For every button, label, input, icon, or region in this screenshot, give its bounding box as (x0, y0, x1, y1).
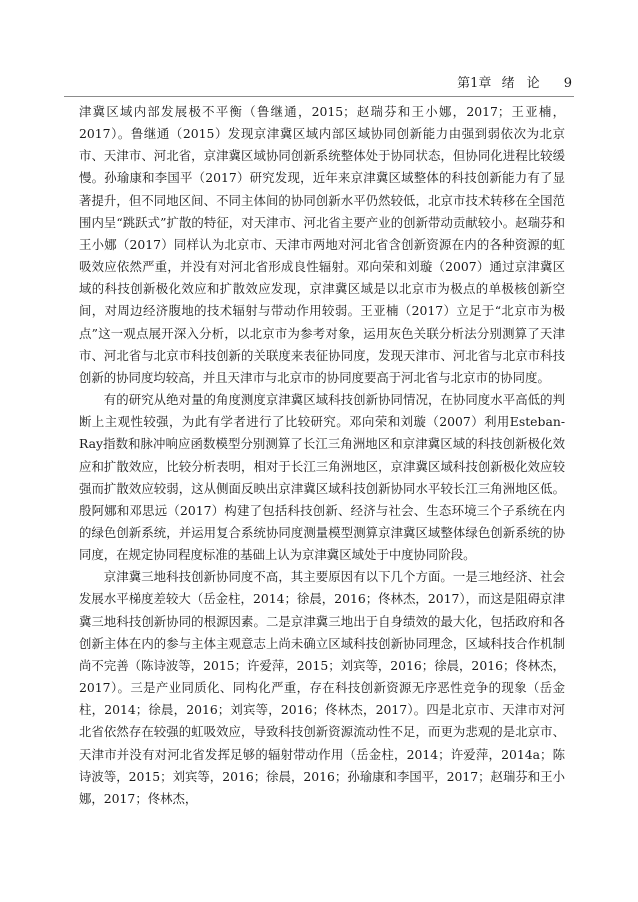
paragraph: 津冀区域内部发展极不平衡（鲁继通，2015；赵瑞芬和王小娜，2017；王亚楠，2017）。鲁继通（2015）发现京津冀区域内部区域协同创新能力由强到弱依次为北京市、天津市、河北省，京津冀区域协同创新系统整体处于协同状态，但协同化进程比较缓慢。孙瑜康和李国平（2017）研究发现，近年来京津冀区域整体的科技创新能力有了显著提升，但不同地区间、不同主体间的协同创新水平仍然较低，北京市技术转移在全国范围内呈“跳跃式”扩散的特征，对天津市、河北省主要产业的创新带动贡献较小。赵瑞芬和王小娜（2017）同样认为北京市、天津市两地对河北省含创新资源在内的各种资源的虹吸效应依然严重，并没有对河北省形成良性辐射。邓向荣和刘璇（2007）通过京津冀区域的科技创新极化效应和扩散效应发现，京津冀区域是以北京市为极点的单极核创新空间，对周边经济腹地的技术辐射与带动作用较弱。王亚楠（2017）立足于“北京市为极点”这一观点展开深入分析，以北京市为参考对象，运用灰色关联分析法分别测算了天津市、河北省与北京市科技创新的关联度来表征协同度，发现天津市、河北省与北京市科技创新的协同度均较高，并且天津市与北京市的协同度要高于河北省与北京市的协同度。 (79, 104, 565, 385)
paragraph: 京津冀三地科技创新协同度不高，其主要原因有以下几个方面。一是三地经济、社会发展水平梯度差较大（岳金柱，2014；徐晨，2016；佟林杰，2017），而这是阻碍京津冀三地科技创新协同的根源因素。二是京津冀三地出于自身绩效的最大化，包括政府和各创新主体在内的参与主体主观意志上尚未确立区域科技创新协同理念，区域科技合作机制尚不完善（陈诗波等，2015；许爱萍，2015；刘宾等，2016；徐晨，2016；佟林杰，2017）。三是产业同质化、同构化严重，存在科技创新资源无序恶性竞争的现象（岳金柱，2014；徐晨，2016；刘宾等，2016；佟林杰，2017）。四是北京市、天津市对河北省依然存在较强的虹吸效应，导致科技创新资源流动性不足，而更为悲观的是北京市、天津市并没有对河北省发挥足够的辐射带动作用（岳金柱，2014；许爱萍，2014a；陈诗波等，2015；刘宾等，2016；徐晨，2016；孙瑜康和李国平，2017；赵瑞芬和王小娜，2017；佟林杰， (79, 569, 565, 806)
running-header (457, 76, 572, 92)
page-number: 9 (563, 76, 572, 91)
chapter-label: 第1章 (457, 76, 492, 91)
chapter-title: 绪论 (501, 76, 552, 91)
header-rule (64, 96, 574, 97)
paragraph: 有的研究从绝对量的角度测度京津冀区域科技创新协同情况，在协同度水平高低的判断上主观性较强，为此有学者进行了比较研究。邓向荣和刘璇（2007）利用Esteban-Ray指数和脉冲响应函数模型分别测算了长江三角洲地区和京津冀区域的科技创新极化效应和扩散效应，比较分析表明，相对于长江三角洲地区，京津冀区域科技创新极化效应较强而扩散效应较弱，这从侧面反映出京津冀区域科技创新协同水平较长江三角洲地区低。殷阿娜和邓思远（2017）构建了包括科技创新、经济与社会、生态环境三个子系统在内的绿色创新系统，并运用复合系统协同度测量模型测算京津冀区域整体绿色创新系统的协同度，在规定协同程度标准的基础上认为京津冀区域处于中度协同阶段。 (79, 392, 565, 563)
body-text (79, 101, 565, 810)
